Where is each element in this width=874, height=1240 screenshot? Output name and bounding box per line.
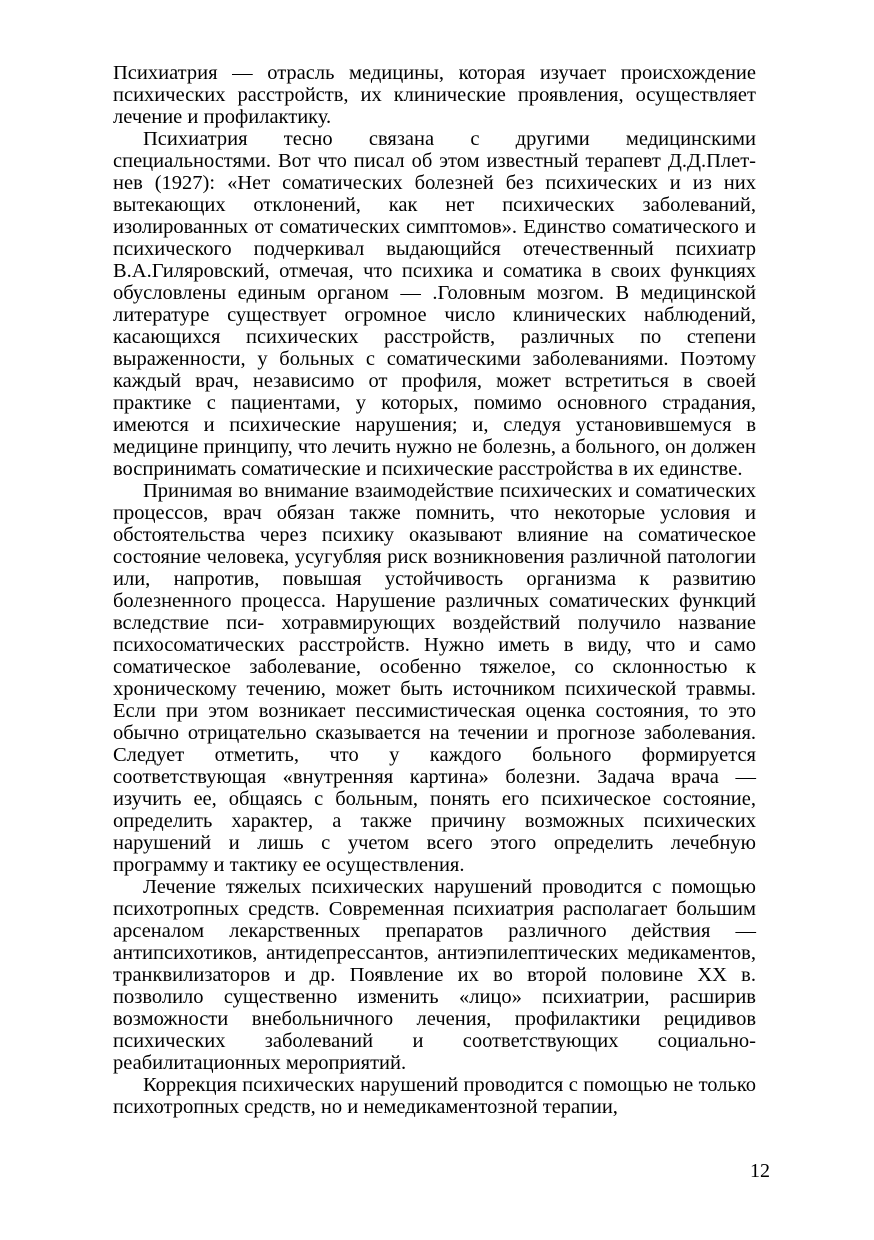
page-number: 12 [750, 1160, 770, 1182]
paragraph-somatic-link: Психиатрия тесно связана с другими медицинскими специальностями. Вот что писал об этом известный терапевт Д.Д.Плет- нев (1927): «Нет соматических болезней без психических и из них вытекающих отклонений, как нет психических заболеваний, изолированных от соматических симптомов». Единство соматического и психического подчеркивал выдающийся отечественный психиатр В.А.Гиляровский, отмечая, что психика и соматика в своих функциях обусловлены единым органом — .Головным мозгом. В медицинской литературе существует огромное число клинических наблюдений, касающихся психических расстройств, различных по степени выраженности, у больных с соматическими заболеваниями. Поэтому каждый врач, независимо от профиля, может встретиться в своей практике с пациентами, у которых, помимо основного страдания, имеются и психические нарушения; и, следуя установившемуся в медицине принципу, что лечить нужно не болезнь, а больного, он должен воспринимать соматические и психические расстройства в их единстве. [113, 128, 756, 480]
paragraph-correction: Коррекция психических нарушений проводится с помощью не только психотропных средств, но и немедикаментозной терапии, [113, 1074, 756, 1118]
paragraph-psychosomatic: Принимая во внимание взаимодействие психических и соматических процессов, врач обязан также помнить, что некоторые условия и обстоятельства через психику оказывают влияние на соматическое состояние человека, усугубляя риск возникновения различной патологии или, напротив, повышая устойчивость организма к развитию болезненного процесса. Нарушение различных соматических функций вследствие пси- хотравмирующих воздействий получило название психосоматических расстройств. Нужно иметь в виду, что и само соматическое заболевание, особенно тяжелое, со склонностью к хроническому течению, может быть источником психической травмы. Если при этом возникает пессимистическая оценка состояния, то это обычно отрицательно сказывается на течении и прогнозе заболевания. Следует отметить, что у каждого больного формируется соответствующая «внутренняя картина» болезни. Задача врача — изучить ее, общаясь с больным, понять его психическое состояние, определить характер, а также причину возможных психических нарушений и лишь с учетом всего этого определить лечебную программу и тактику ее осуществления. [113, 480, 756, 876]
paragraph-definition: Психиатрия — отрасль медицины, которая изучает происхождение психических расстройств, их клинические проявления, осуществляет лечение и профилактику. [113, 62, 756, 128]
paragraph-treatment: Лечение тяжелых психических нарушений проводится с помощью психотропных средств. Современная психиатрия располагает большим арсеналом лекарственных препаратов различного действия — антипсихотиков, антидепрессантов, антиэпилептических медикаментов, транквилизаторов и др. Появление их во второй половине XX в. позволило существенно изменить «лицо» психиатрии, расширив возможности внебольничного лечения, профилактики рецидивов психических заболеваний и соответствующих социально-реабилитационных мероприятий. [113, 876, 756, 1074]
page-body [113, 62, 756, 1118]
